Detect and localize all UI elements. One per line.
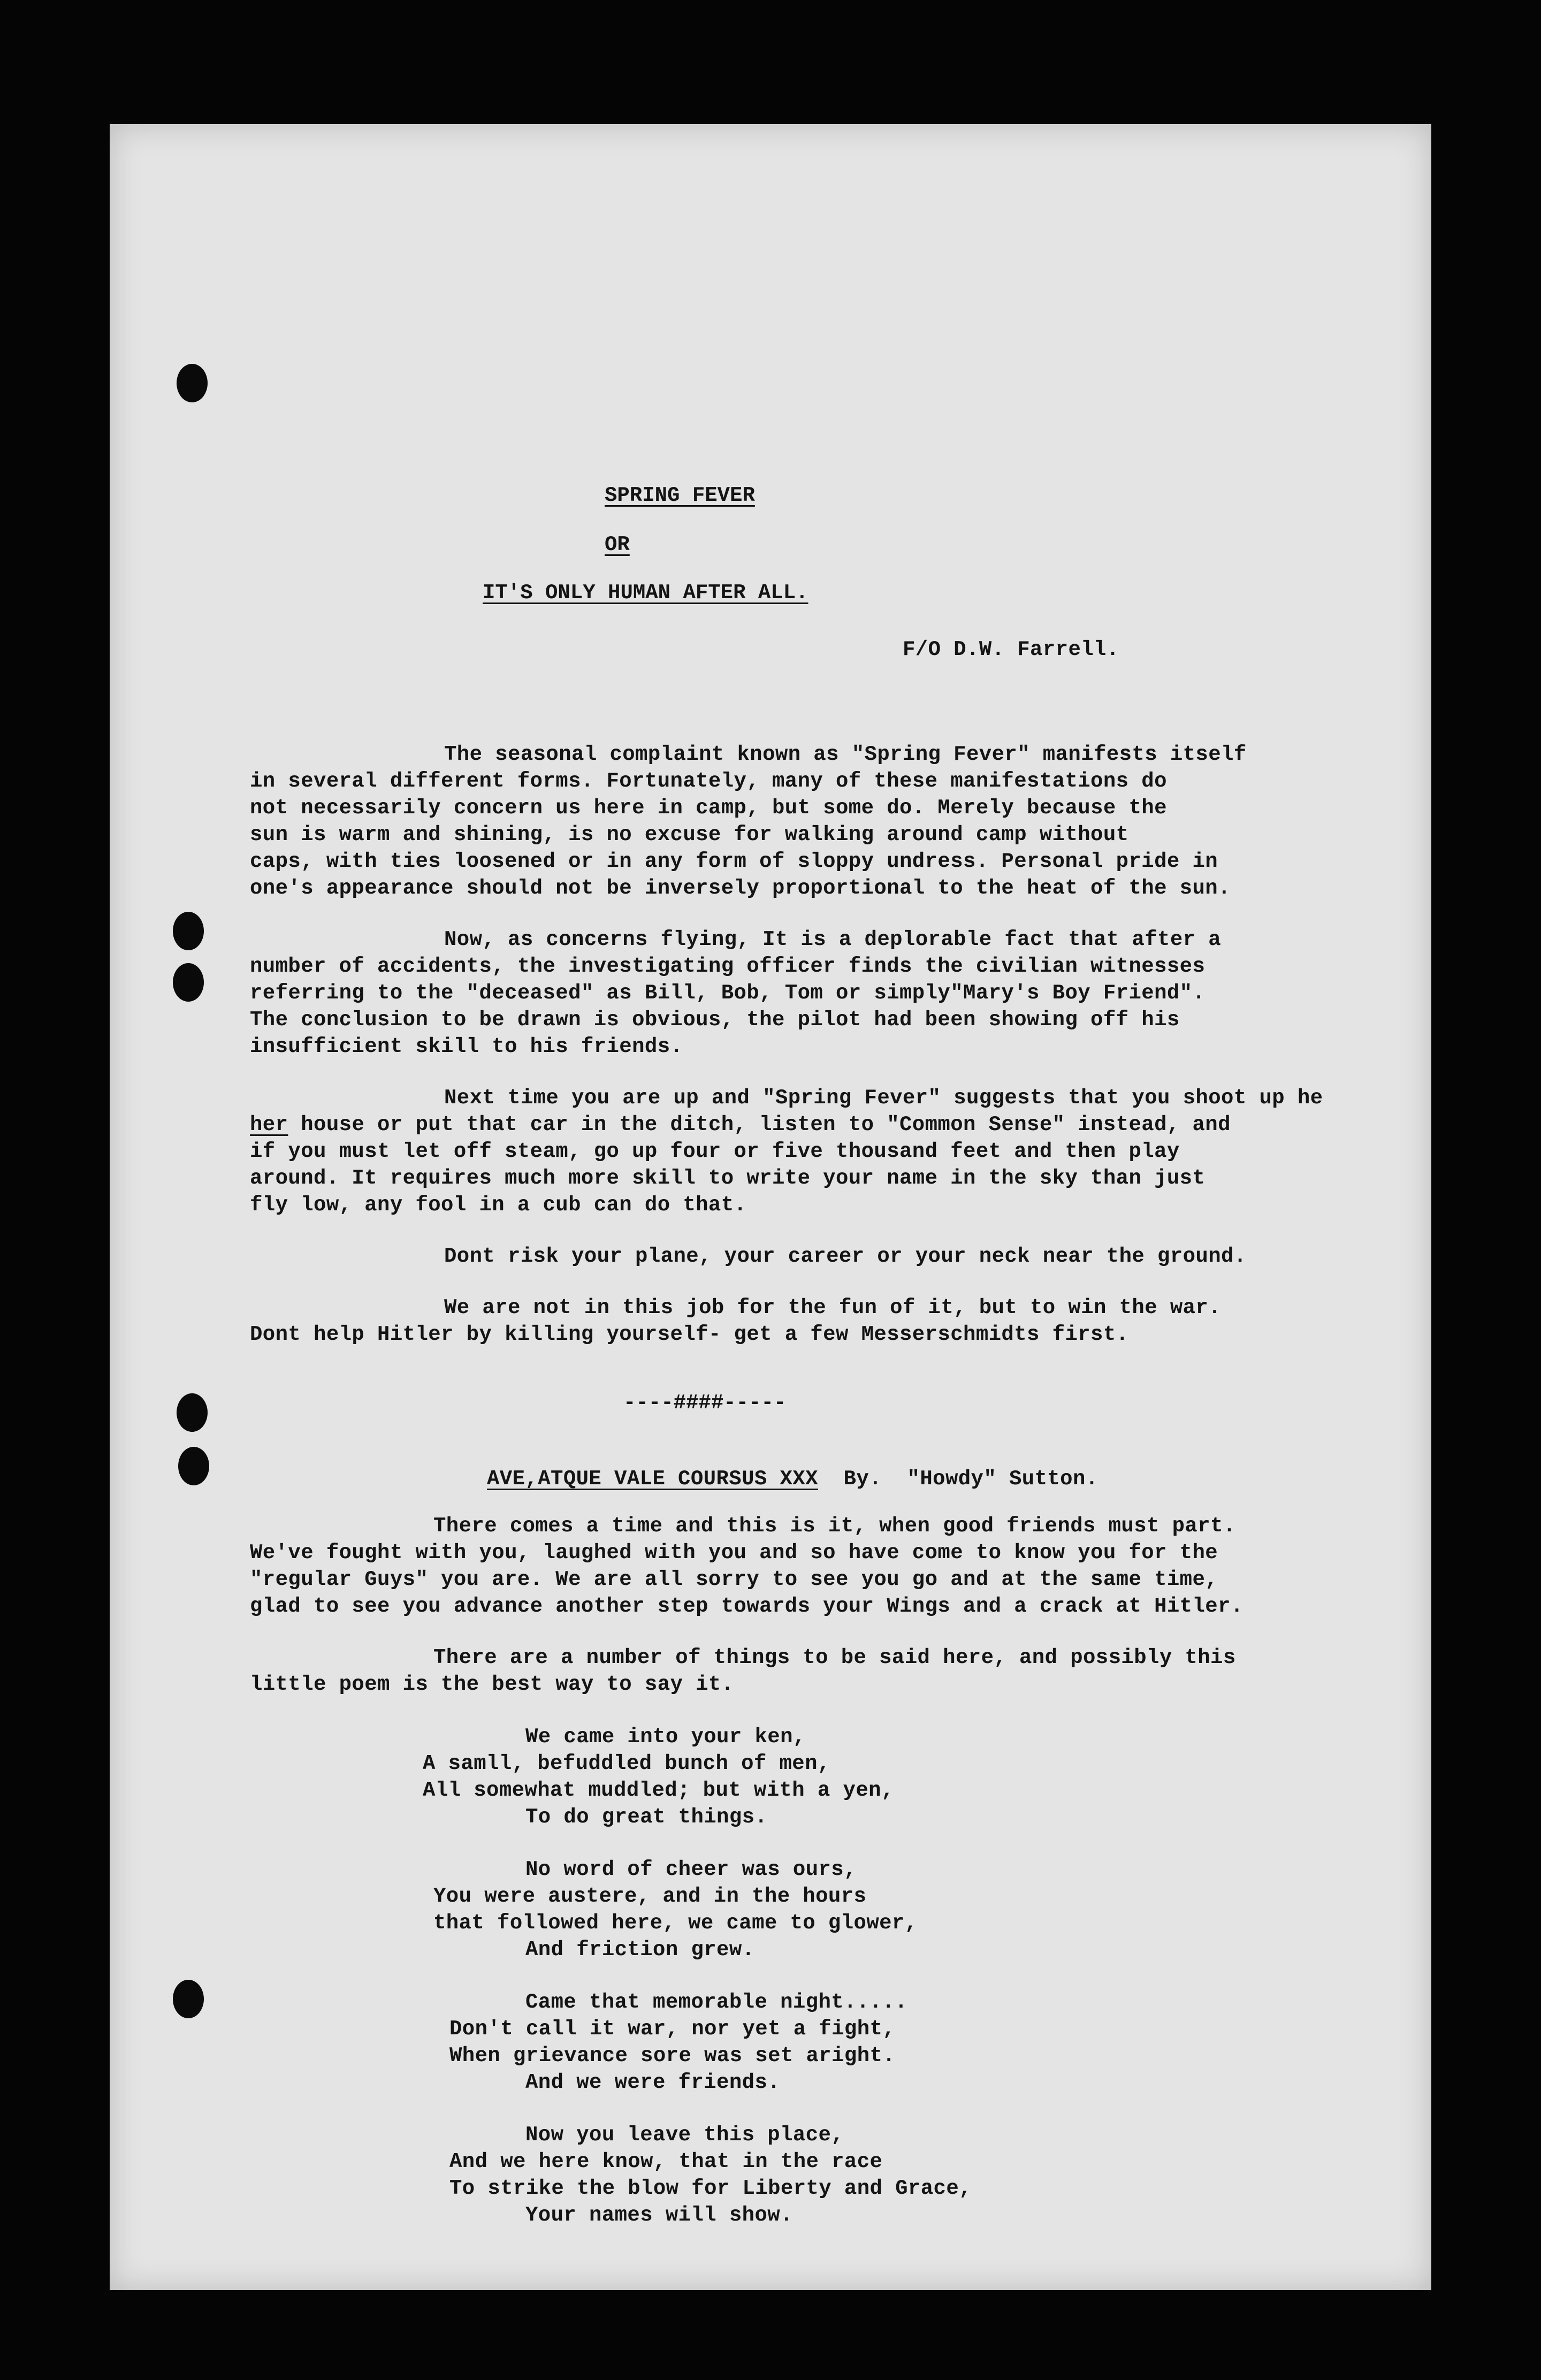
paragraph-line: little poem is the best way to say it. bbox=[250, 1673, 734, 1696]
paragraph-line: "regular Guys" you are. We are all sorry to see you go and at the same time, bbox=[250, 1568, 1218, 1591]
paragraph-text: house or put that car in the ditch, listen to "Common Sense" instead, and bbox=[288, 1113, 1231, 1136]
section-separator: ----####----- bbox=[623, 1391, 787, 1415]
poem-line: To do great things. bbox=[525, 1805, 768, 1829]
article-title: SPRING FEVER bbox=[605, 484, 755, 507]
poem-line: You were austere, and in the hours bbox=[433, 1885, 867, 1908]
paragraph-line: caps, with ties loosened or in any form of sloppy undress. Personal pride in bbox=[250, 850, 1218, 873]
paragraph-line bbox=[250, 1112, 1231, 1138]
paragraph-line: sun is warm and shining, is no excuse for walking around camp without bbox=[250, 823, 1129, 846]
paragraph-line: not necessarily concern us here in camp, but some do. Merely because the bbox=[250, 796, 1167, 820]
paragraph-line: We are not in this job for the fun of it, but to win the war. bbox=[444, 1296, 1222, 1319]
paragraph-line: Now, as concerns flying, It is a deplorable fact that after a bbox=[444, 928, 1222, 951]
poem-line: No word of cheer was ours, bbox=[525, 1858, 857, 1881]
article-subtitle: IT'S ONLY HUMAN AFTER ALL. bbox=[483, 581, 808, 605]
poem-line: Your names will show. bbox=[525, 2203, 793, 2227]
article-byline: By. "Howdy" Sutton. bbox=[843, 1467, 1098, 1491]
paragraph-line: glad to see you advance another step towards your Wings and a crack at Hitler. bbox=[250, 1595, 1244, 1618]
paragraph-line: if you must let off steam, go up four or five thousand feet and then play bbox=[250, 1140, 1180, 1163]
article-title-or: OR bbox=[605, 533, 630, 556]
document-content bbox=[110, 124, 1431, 2290]
poem-line: And friction grew. bbox=[525, 1938, 755, 1962]
poem-line: We came into your ken, bbox=[525, 1725, 806, 1749]
paragraph-line: Dont risk your plane, your career or your neck near the ground. bbox=[444, 1245, 1247, 1268]
document-page bbox=[110, 124, 1431, 2290]
article-byline: F/O D.W. Farrell. bbox=[903, 638, 1119, 661]
poem-line: Don't call it war, nor yet a fight, bbox=[449, 2017, 896, 2041]
poem-line: When grievance sore was set aright. bbox=[449, 2044, 896, 2068]
poem-line: And we were friends. bbox=[525, 2071, 781, 2094]
underlined-word: her bbox=[250, 1113, 288, 1136]
poem-line: that followed here, we came to glower, bbox=[433, 1911, 918, 1935]
paragraph-line: There comes a time and this is it, when good friends must part. bbox=[433, 1514, 1236, 1538]
paragraph-line: The conclusion to be drawn is obvious, the pilot had been showing off his bbox=[250, 1008, 1180, 1032]
poem-line: To strike the blow for Liberty and Grace, bbox=[449, 2177, 972, 2200]
paragraph-line: insufficient skill to his friends. bbox=[250, 1035, 683, 1058]
paragraph-line: Next time you are up and "Spring Fever" suggests that you shoot up he bbox=[444, 1086, 1323, 1110]
paragraph-line: The seasonal complaint known as "Spring Fever" manifests itself bbox=[444, 743, 1247, 766]
paragraph-line: fly low, any fool in a cub can do that. bbox=[250, 1193, 747, 1217]
poem-line: All somewhat muddled; but with a yen, bbox=[423, 1779, 894, 1802]
poem-line: And we here know, that in the race bbox=[449, 2150, 883, 2173]
paragraph-line: in several different forms. Fortunately, many of these manifestations do bbox=[250, 769, 1167, 793]
paragraph-line: referring to the "deceased" as Bill, Bob, Tom or simply"Mary's Boy Friend". bbox=[250, 981, 1206, 1005]
paragraph-line: There are a number of things to be said here, and possibly this bbox=[433, 1646, 1236, 1669]
paragraph-line: Dont help Hitler by killing yourself- get a few Messerschmidts first. bbox=[250, 1323, 1129, 1346]
paragraph-line: around. It requires much more skill to write your name in the sky than just bbox=[250, 1166, 1206, 1190]
paragraph-line: number of accidents, the investigating officer finds the civilian witnesses bbox=[250, 955, 1206, 978]
paragraph-line: We've fought with you, laughed with you and so have come to know you for the bbox=[250, 1541, 1218, 1565]
poem-line: A samll, befuddled bunch of men, bbox=[423, 1752, 830, 1775]
poem-line: Now you leave this place, bbox=[525, 2123, 844, 2147]
article-title: AVE,ATQUE VALE COURSUS XXX bbox=[487, 1467, 818, 1491]
article2-heading bbox=[487, 1466, 1098, 1492]
paragraph-line: one's appearance should not be inversely proportional to the heat of the sun. bbox=[250, 876, 1231, 900]
poem-line: Came that memorable night..... bbox=[525, 1990, 908, 2014]
